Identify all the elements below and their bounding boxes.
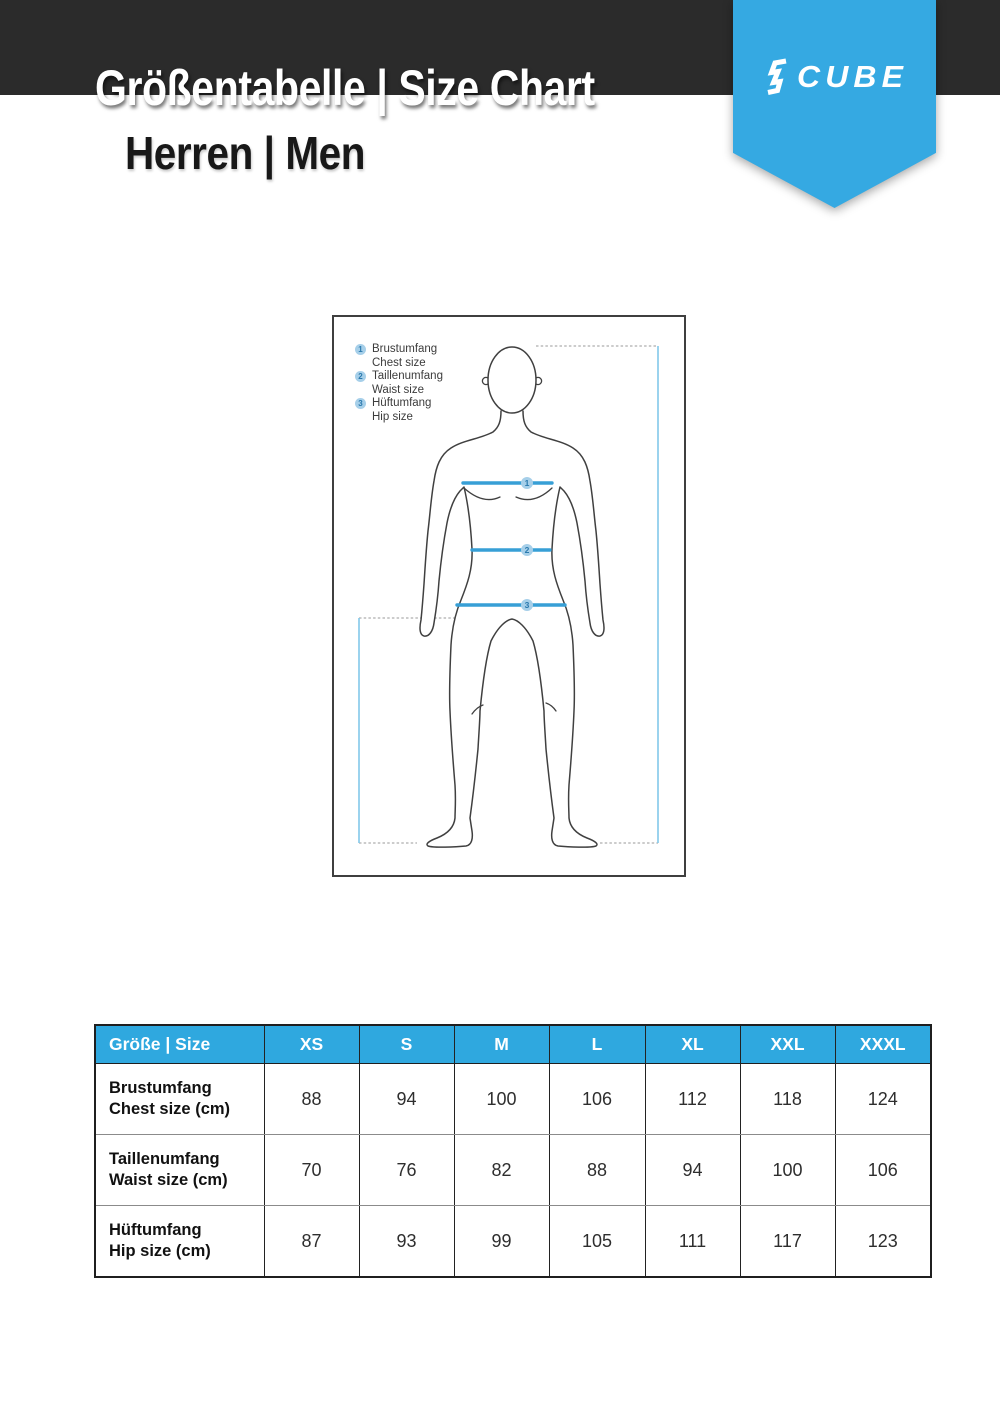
cube-logo — [733, 58, 936, 96]
legend-hip-de: Hüftumfang — [372, 397, 432, 409]
col-header-xxl: XXL — [740, 1025, 835, 1064]
col-header-m: M — [454, 1025, 549, 1064]
waist-xs: 70 — [264, 1135, 359, 1206]
body-outline-path — [420, 411, 604, 847]
hip-xxxl: 123 — [835, 1206, 931, 1278]
chest-s: 94 — [359, 1064, 454, 1135]
col-header-size: Größe | Size — [95, 1025, 264, 1064]
size-table — [94, 1024, 932, 1278]
row-label-hip-en: Hip size (cm) — [109, 1242, 211, 1260]
legend-waist-de: Taillenumfang — [372, 370, 443, 382]
waist-s: 76 — [359, 1135, 454, 1206]
table-row-waist — [95, 1135, 931, 1206]
hip-m: 99 — [454, 1206, 549, 1278]
waist-badge-number: 2 — [524, 545, 530, 555]
size-diagram — [332, 315, 686, 877]
chest-l: 106 — [549, 1064, 645, 1135]
chest-m: 100 — [454, 1064, 549, 1135]
legend-item-waist — [355, 370, 443, 397]
legend-chest-de: Brustumfang — [372, 343, 438, 355]
legend-chest-en: Chest size — [372, 356, 426, 369]
row-label-chest-de: Brustumfang — [109, 1079, 212, 1097]
page-title: Größentabelle | Size Chart — [95, 60, 595, 116]
row-label-hip-de: Hüftumfang — [109, 1221, 202, 1239]
hip-xxl: 117 — [740, 1206, 835, 1278]
col-header-xl: XL — [645, 1025, 740, 1064]
chest-badge-number: 1 — [524, 478, 530, 488]
table-row-hip — [95, 1206, 931, 1278]
waist-xxxl: 106 — [835, 1135, 931, 1206]
waist-xxl: 100 — [740, 1135, 835, 1206]
hip-badge-number: 3 — [524, 600, 530, 610]
cube-wordmark: CUBE — [796, 59, 908, 94]
legend-item-hip — [355, 397, 443, 424]
table-row-chest — [95, 1064, 931, 1135]
legend-hip-en: Hip size — [372, 410, 413, 423]
col-header-xxxl: XXXL — [835, 1025, 931, 1064]
legend-item-chest — [355, 343, 443, 370]
table-header-row — [95, 1025, 931, 1064]
hip-l: 105 — [549, 1206, 645, 1278]
page-subtitle: Herren | Men — [125, 127, 365, 179]
brand-ribbon — [733, 0, 936, 208]
row-label-chest-en: Chest size (cm) — [109, 1100, 231, 1118]
col-header-l: L — [549, 1025, 645, 1064]
chest-xxl: 118 — [740, 1064, 835, 1135]
legend-waist-en: Waist size — [372, 383, 424, 396]
row-label-waist-de: Taillenumfang — [109, 1150, 220, 1168]
chest-xl: 112 — [645, 1064, 740, 1135]
legend-badge-1: 1 — [355, 344, 366, 355]
col-header-xs: XS — [264, 1025, 359, 1064]
hip-xl: 111 — [645, 1206, 740, 1278]
waist-m: 82 — [454, 1135, 549, 1206]
chest-xs: 88 — [264, 1064, 359, 1135]
hip-s: 93 — [359, 1206, 454, 1278]
head — [488, 347, 536, 413]
cube-icon — [765, 58, 789, 96]
hip-xs: 87 — [264, 1206, 359, 1278]
row-label-waist-en: Waist size (cm) — [109, 1171, 228, 1189]
legend-badge-3: 3 — [355, 398, 366, 409]
chest-xxxl: 124 — [835, 1064, 931, 1135]
ribbon-shape — [733, 0, 936, 208]
waist-xl: 94 — [645, 1135, 740, 1206]
col-header-s: S — [359, 1025, 454, 1064]
waist-l: 88 — [549, 1135, 645, 1206]
diagram-legend — [355, 343, 443, 424]
legend-badge-2: 2 — [355, 371, 366, 382]
